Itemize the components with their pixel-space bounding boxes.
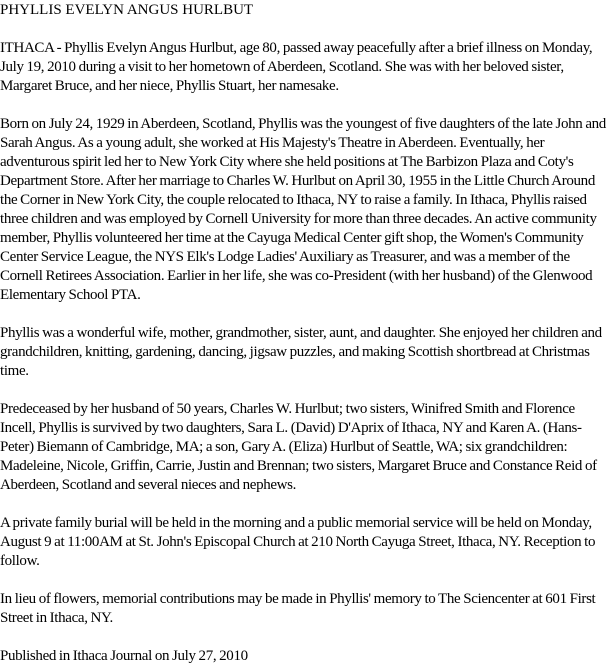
paragraph-publication-note: Published in Ithaca Journal on July 27, 2010 <box>0 648 248 664</box>
paragraph-family-life: Phyllis was a wonderful wife, mother, grandmother, sister, aunt, and daughter. She enjoyed her children and grandchildren, knitting, gardening, dancing, jigsaw puzzles, and making Scottish shortbread at Christmas time. <box>0 325 602 379</box>
paragraph-intro: ITHACA - Phyllis Evelyn Angus Hurlbut, age 80, passed away peacefully after a brief illness on Monday, July 19, 2010 during a visit to her hometown of Aberdeen, Scotland. She was with her beloved sister, Margaret Bruce, and her niece, Phyllis Stuart, her namesake. <box>0 40 593 94</box>
paragraph-biography: Born on July 24, 1929 in Aberdeen, Scotland, Phyllis was the youngest of five daughters of the late John and Sarah Angus. As a young adult, she worked at His Majesty's Theatre in Aberdeen. Eventually, her adventurous spirit led her to New York City where she held positions at The Barbizon Plaza and Coty's Department Store. After her marriage to Charles W. Hurlbut on April 30, 1955 in the Little Church Around the Corner in New York City, the couple relocated to Ithaca, NY to raise a family. In Ithaca, Phyllis raised three children and was employed by Cornell University for more than three decades. An active community member, Phyllis volunteered her time at the Cayuga Medical Center gift shop, the Women's Community Center Service League, the NYS Elk's Lodge Ladies' Auxiliary as Treasurer, and was a member of the Cornell Retirees Association. Earlier in her life, she was co-President (with her husband) of the Glenwood Elementary School PTA. <box>0 116 606 303</box>
obituary-title: PHYLLIS EVELYN ANGUS HURLBUT <box>0 2 254 18</box>
paragraph-memorial-contributions: In lieu of flowers, memorial contributions may be made in Phyllis' memory to The Sciencenter at 601 First Street in Ithaca, NY. <box>0 591 596 626</box>
paragraph-survivors: Predeceased by her husband of 50 years, Charles W. Hurlbut; two sisters, Winifred Smith and Florence Incell, Phyllis is survived by two daughters, Sara L. (David) D'Aprix of Ithaca, NY and Karen A. (Hans-Peter) Biemann of Cambridge, MA; a son, Gary A. (Eliza) Hurlbut of Seattle, WA; six grandchildren: Madeleine, Nicole, Griffin, Carrie, Justin and Brennan; two sisters, Margaret Bruce and Constance Reid of Aberdeen, Scotland and several nieces and nephews. <box>0 401 597 493</box>
paragraph-services: A private family burial will be held in the morning and a public memorial service will be held on Monday, August 9 at 11:00AM at St. John's Episcopal Church at 210 North Cayuga Street, Ithaca, NY. Reception to follow. <box>0 515 596 569</box>
